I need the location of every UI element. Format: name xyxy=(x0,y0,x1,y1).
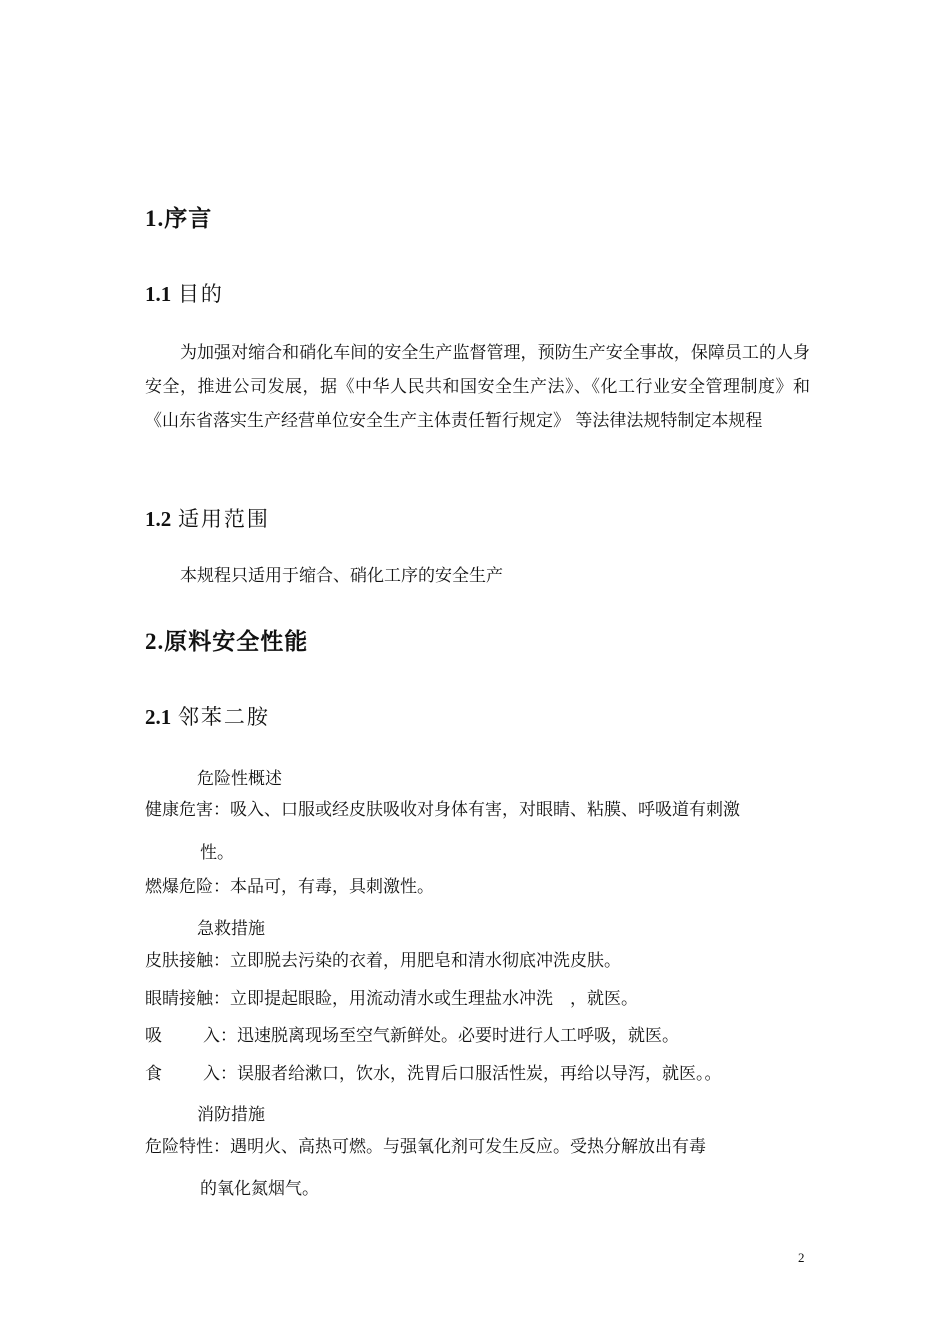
section-title: 序言 xyxy=(164,205,213,232)
field-label: 吸 入： xyxy=(145,1026,237,1046)
field-label: 危险特性： xyxy=(145,1137,230,1157)
field-label: 眼睛接触： xyxy=(145,989,230,1009)
field-value: 迅速脱离现场至空气新鲜处。必要时进行人工呼吸，就医。 xyxy=(237,1026,679,1046)
section-title: 邻苯二胺 xyxy=(177,705,270,729)
eye-contact-row xyxy=(145,982,810,1016)
section-2-1-heading xyxy=(145,701,270,731)
health-hazard-continuation: 性。 xyxy=(200,843,234,863)
hazard-overview-label: 危险性概述 xyxy=(197,769,282,789)
section-number: 1. xyxy=(145,206,165,231)
inhalation-row xyxy=(145,1019,810,1053)
fire-measures-label: 消防措施 xyxy=(197,1105,265,1125)
danger-characteristics-row xyxy=(145,1130,810,1164)
section-title: 目的 xyxy=(177,282,224,306)
purpose-paragraph: 为加强对缩合和硝化车间的安全生产监督管理，预防生产安全事故，保障员工的人身安全，推进公司发展，据《中华人民共和国安全生产法》、《化工行业安全管理制度》和《山东省落实生产经营单位安全生产主体责任暂行规定》 等法律法规特制定本规程 xyxy=(145,343,810,431)
section-title: 适用范围 xyxy=(177,507,270,531)
section-number: 1.1 xyxy=(145,282,172,306)
health-hazard-row xyxy=(145,793,810,827)
section-1-heading xyxy=(145,200,212,233)
field-value: 本品可，有毒，具刺激性。 xyxy=(230,877,434,897)
section-1-2-heading xyxy=(145,503,270,533)
skin-contact-row xyxy=(145,944,810,978)
field-label: 食 入： xyxy=(145,1064,237,1084)
first-aid-label: 急救措施 xyxy=(197,919,265,939)
scope-paragraph: 本规程只适用于缩合、硝化工序的安全生产 xyxy=(180,566,503,586)
section-number: 2.1 xyxy=(145,705,172,729)
field-value: 遇明火、高热可燃。与强氧化剂可发生反应。受热分解放出有毒 xyxy=(230,1137,706,1157)
field-label: 皮肤接触： xyxy=(145,951,230,971)
field-value: 吸入、口服或经皮肤吸收对身体有害，对眼睛、粘膜、呼吸道有刺激 xyxy=(230,800,740,820)
field-value: 立即脱去污染的衣着，用肥皂和清水彻底冲洗皮肤。 xyxy=(230,951,621,971)
fire-explosion-row xyxy=(145,870,810,904)
field-label: 健康危害： xyxy=(145,800,230,820)
section-number: 1.2 xyxy=(145,507,172,531)
section-number: 2. xyxy=(145,629,165,654)
section-title: 原料安全性能 xyxy=(164,628,309,655)
page-number: 2 xyxy=(798,1250,805,1265)
section-1-1-heading xyxy=(145,278,224,308)
danger-characteristics-continuation: 的氧化氮烟气。 xyxy=(200,1179,319,1199)
ingestion-row xyxy=(145,1057,810,1091)
field-label: 燃爆危险： xyxy=(145,877,230,897)
field-value: 误服者给漱口，饮水，洗胃后口服活性炭，再给以导泻，就医。。 xyxy=(237,1064,722,1084)
field-value: 立即提起眼睑，用流动清水或生理盐水冲洗 ，就医。 xyxy=(230,989,638,1009)
section-2-heading xyxy=(145,623,308,656)
